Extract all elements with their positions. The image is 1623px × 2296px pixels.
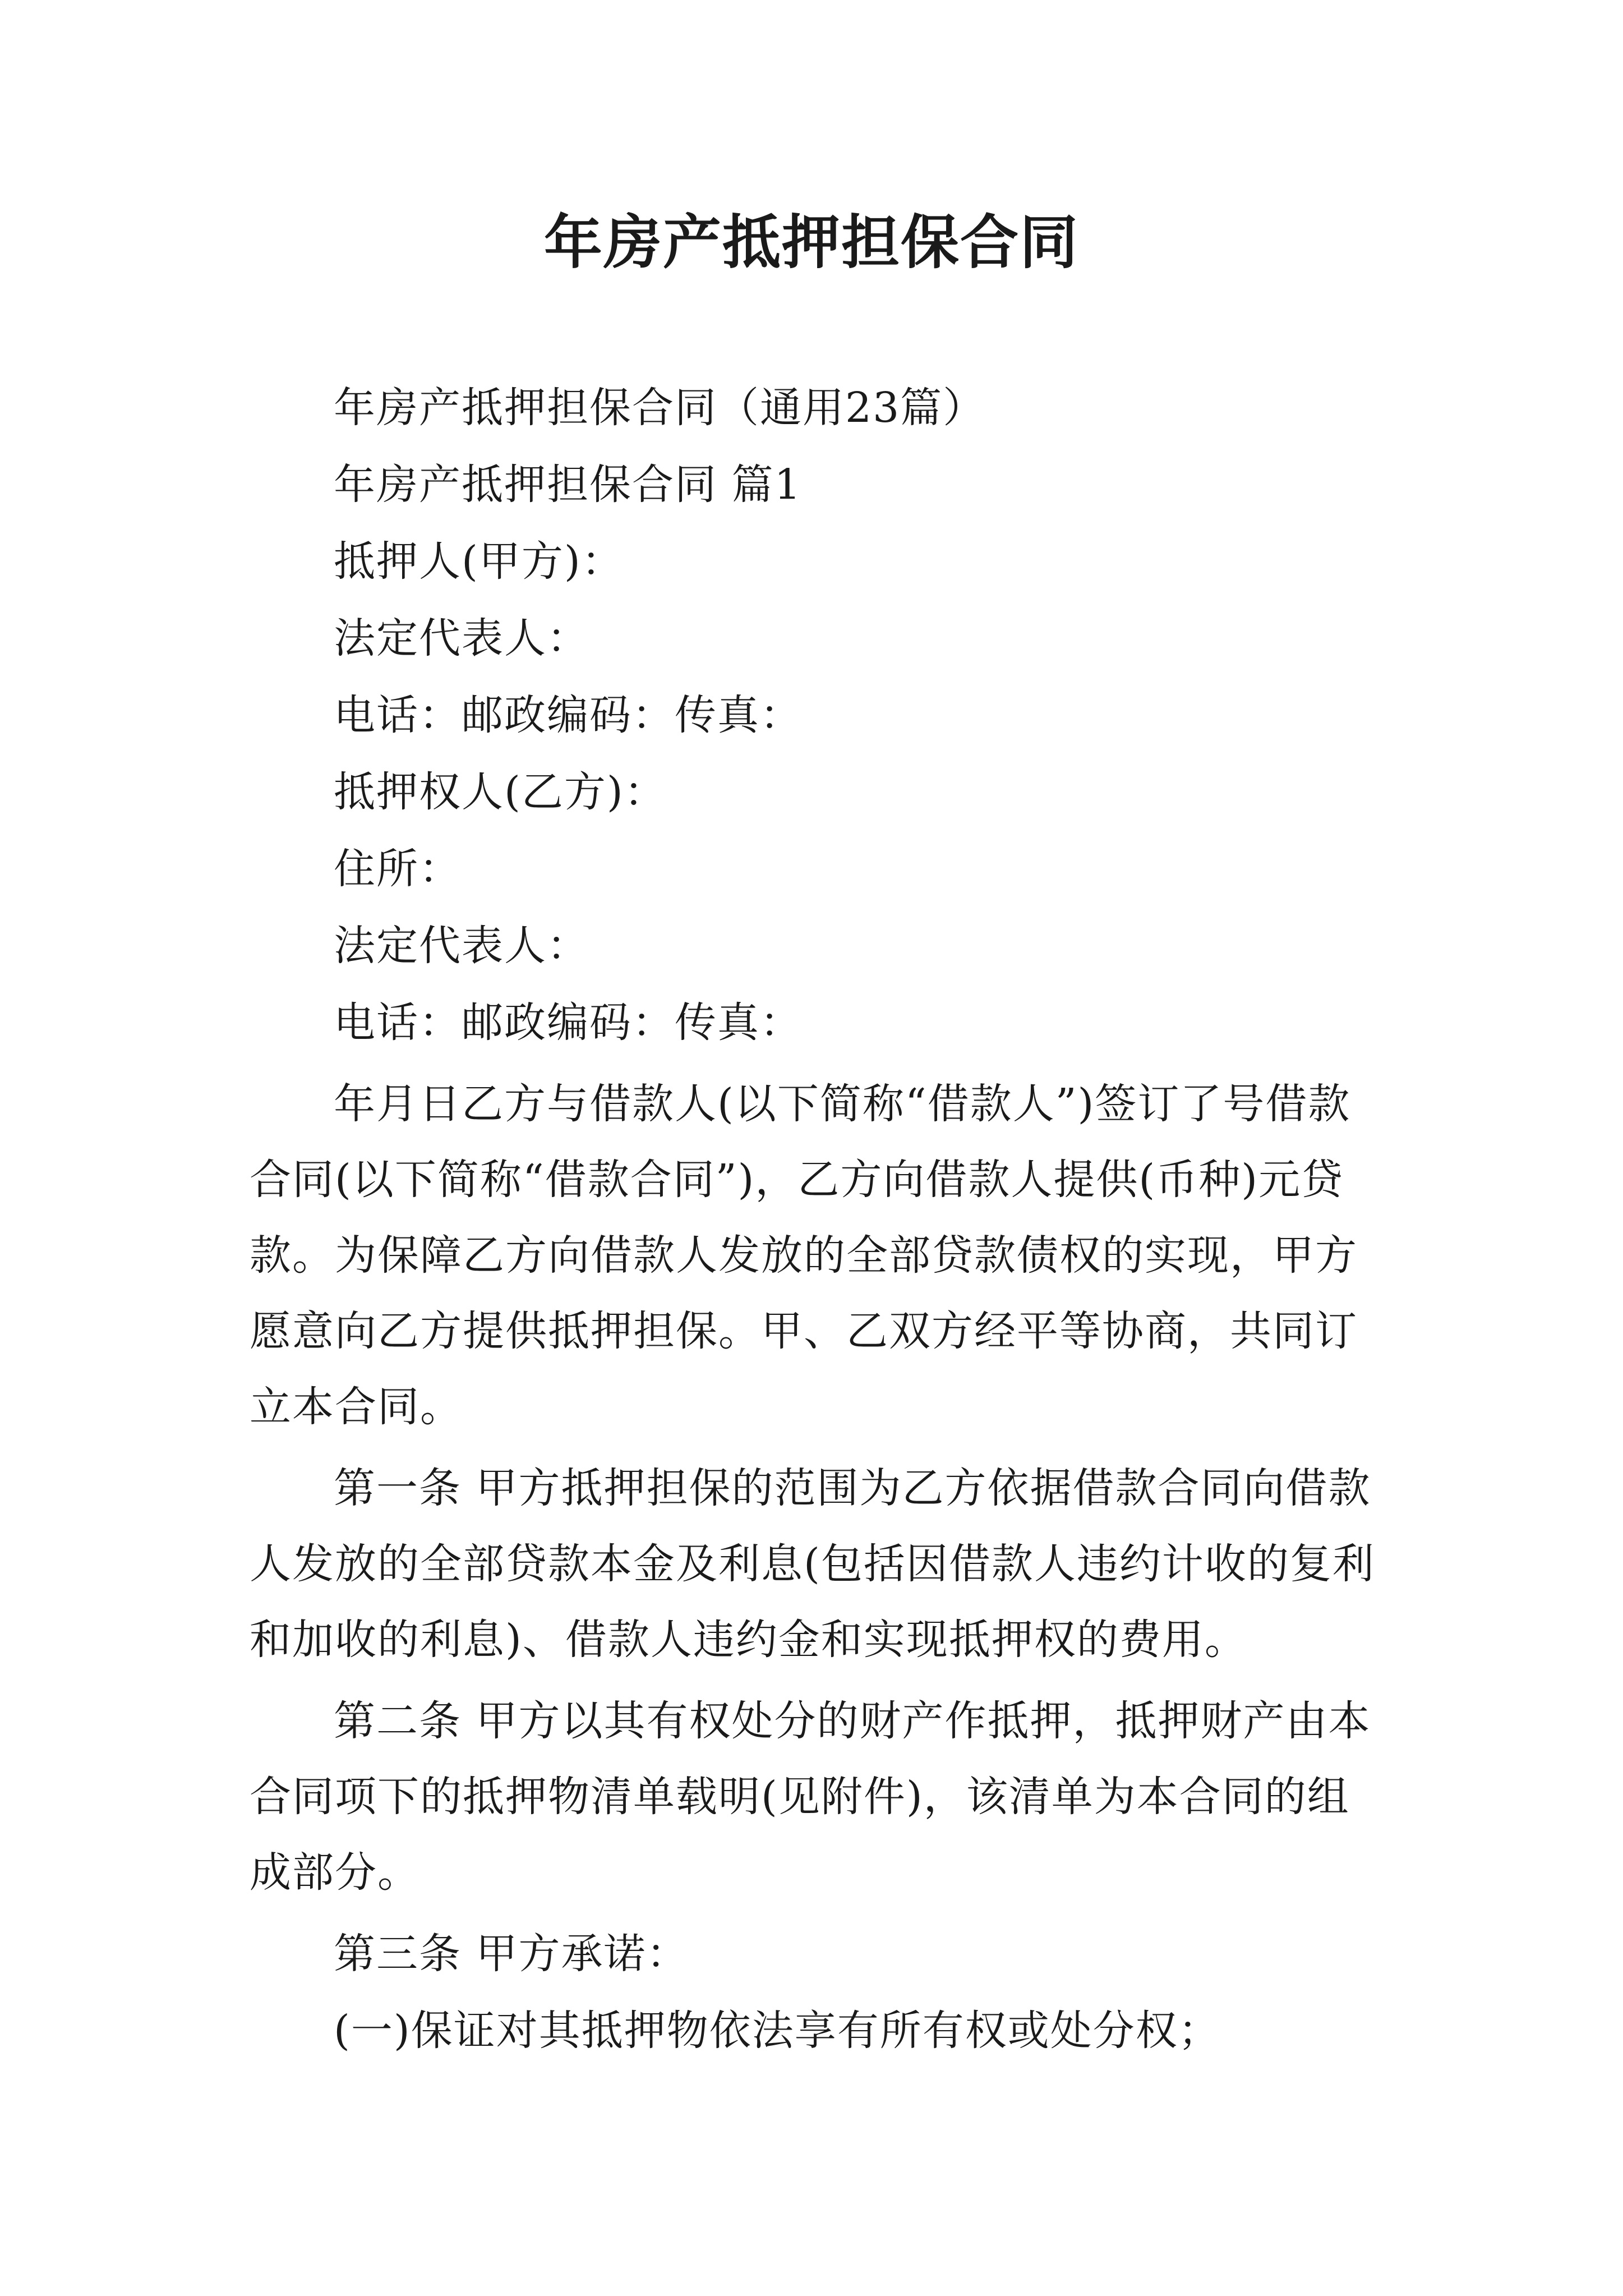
- contact-field-2: 电话：邮政编码：传真：: [334, 999, 803, 1047]
- document-title: 年房产抵押担保合同: [543, 208, 1079, 277]
- address-field: 住所：: [334, 845, 462, 893]
- legal-representative-field: 法定代表人：: [334, 614, 589, 662]
- article-3-heading: 第三条 甲方承诺：: [334, 1930, 689, 1978]
- mortgagor-field: 抵押人(甲方)：: [334, 537, 624, 586]
- subtitle-line: 年房产抵押担保合同（通用23篇）: [334, 384, 986, 432]
- preamble-paragraph: 年月日乙方与借款人(以下简称“借款人”)签订了号借款合同(以下简称“借款合同”)，乙方向借款人提供(币种)元贷款。为保障乙方向借款人发放的全部贷款债权的实现，甲方愿意向乙方提供抵押担保。甲、乙双方经平等协商，共同订立本合同。: [250, 1080, 1358, 1431]
- document-body: [250, 370, 1388, 2070]
- article-2-paragraph: 第二条 甲方以其有权处分的财产作抵押，抵押财产由本合同项下的抵押物清单载明(见附件)，该清单为本合同的组成部分。: [250, 1697, 1371, 1897]
- contact-field: 电话：邮政编码：传真：: [334, 691, 803, 739]
- mortgagee-field: 抵押权人(乙方)：: [334, 768, 667, 816]
- article-1-paragraph: 第一条 甲方抵押担保的范围为乙方依据借款合同向借款人发放的全部贷款本金及利息(包括因借款人违约计收的复利和加收的利息)、借款人违约金和实现抵押权的费用。: [250, 1464, 1375, 1664]
- article-3-item-1: (一)保证对其抵押物依法享有所有权或处分权；: [334, 2007, 1221, 2055]
- section-heading: 年房产抵押担保合同 篇1: [334, 461, 802, 509]
- legal-representative-field-2: 法定代表人：: [334, 922, 589, 970]
